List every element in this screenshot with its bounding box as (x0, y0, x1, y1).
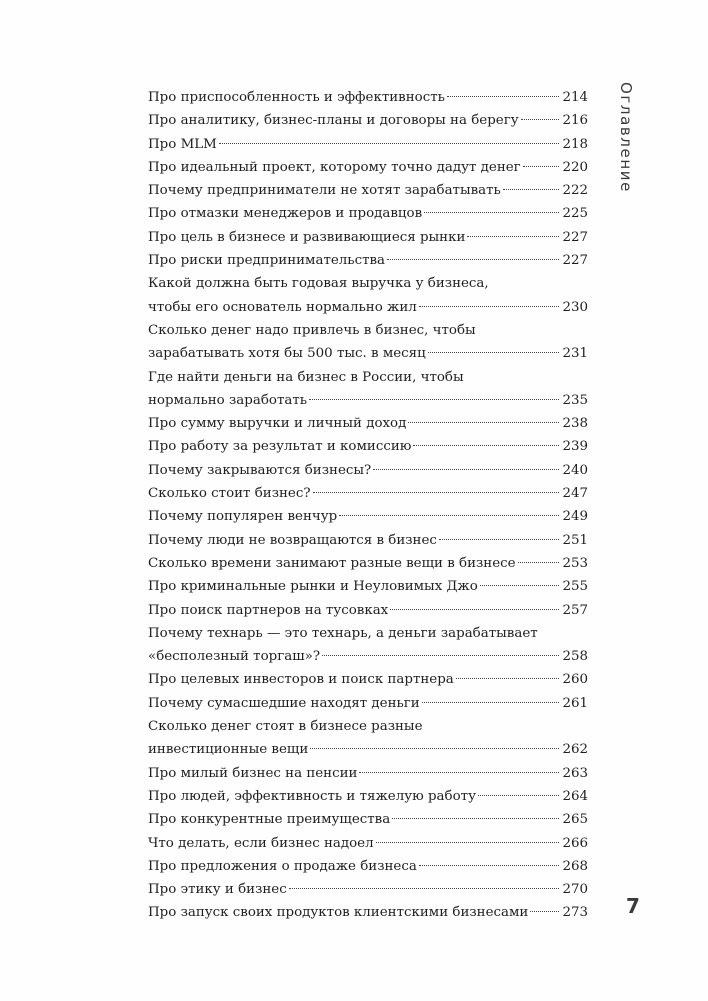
toc-entry-page: 240 (562, 462, 588, 478)
toc-entry (148, 482, 588, 505)
dot-leader (467, 236, 559, 237)
page-number: 7 (626, 894, 640, 918)
toc-entry (148, 226, 588, 249)
toc-entry-title: «бесполезный торгаш»? (148, 649, 321, 665)
toc-entry-line (148, 482, 588, 505)
toc-entry-line (148, 412, 588, 435)
toc-entry-line (148, 179, 588, 202)
toc-entry-page: 247 (562, 486, 588, 502)
dot-leader (419, 306, 560, 307)
toc-entry-page: 231 (562, 346, 588, 362)
toc-entry-page: 214 (562, 90, 588, 105)
toc-entry-page: 265 (562, 812, 588, 828)
toc-entry-page: 218 (562, 136, 588, 152)
toc-entry-line (148, 715, 588, 738)
toc-entry-line (148, 202, 588, 225)
toc-entry-title: Сколько времени занимают разные вещи в бизнесе (148, 555, 516, 571)
toc-entry (148, 86, 588, 109)
toc-entry-title: Про приспособленность и эффективность (148, 90, 445, 105)
toc-entry (148, 668, 588, 691)
toc-entry-title: Сколько денег стоят в бизнесе разные (148, 719, 423, 735)
toc-entry (148, 901, 588, 924)
toc-entry (148, 109, 588, 132)
dot-leader (289, 888, 560, 889)
toc-entry-title: Про милый бизнес на пенсии (148, 765, 358, 781)
toc-entry-page: 255 (562, 579, 588, 595)
toc-entry (148, 622, 588, 669)
toc-entry-title: Почему сумасшедшие находят деньги (148, 695, 420, 711)
dot-leader (408, 422, 559, 423)
toc-entry-title: инвестиционные вещи (148, 742, 309, 758)
toc-entry-title: нормально заработать (148, 392, 308, 408)
toc-entry-title: Про криминальные рынки и Неуловимых Джо (148, 579, 478, 595)
toc-entry-title: Про аналитику, бизнес-планы и договоры на берегу (148, 113, 519, 129)
toc-entry-page: 235 (562, 392, 588, 408)
toc-entry-page: 249 (562, 509, 588, 525)
toc-entry-title: Что делать, если бизнес надоел (148, 835, 374, 851)
toc-entry-line (148, 552, 588, 575)
toc-entry-line (148, 901, 588, 924)
toc-entry-page: 273 (562, 905, 588, 921)
toc-entry (148, 808, 588, 831)
toc-entry-title: чтобы его основатель нормально жил (148, 299, 417, 315)
toc-entry-line (148, 389, 588, 412)
toc-entry-line (148, 808, 588, 831)
toc-entry-title: Почему предприниматели не хотят зарабатывать (148, 183, 501, 199)
toc-entry-page: 260 (562, 672, 588, 688)
dot-leader (518, 562, 560, 563)
toc-entry-page: 216 (562, 113, 588, 129)
toc-entry-line (148, 529, 588, 552)
toc-entry-page: 257 (562, 602, 588, 618)
dot-leader (387, 259, 559, 260)
toc-entry (148, 366, 588, 413)
dot-leader (428, 352, 560, 353)
toc-entry-title: Почему технарь — это технарь, а деньги зарабатывает (148, 625, 538, 641)
toc-entry (148, 692, 588, 715)
toc-entry-page: 227 (562, 253, 588, 269)
toc-entry (148, 133, 588, 156)
toc-entry-line (148, 435, 588, 458)
toc-entry-title: Про предложения о продаже бизнеса (148, 858, 417, 874)
toc-entry-title: Где найти деньги на бизнес в России, чтобы (148, 369, 464, 385)
toc-entry-title: Про MLM (148, 136, 217, 152)
dot-leader (376, 842, 560, 843)
toc-entry-page: 251 (562, 532, 588, 548)
toc-entry-line (148, 832, 588, 855)
toc-entry-line (148, 599, 588, 622)
toc-entry-line (148, 342, 588, 365)
toc-entry-line (148, 272, 588, 295)
toc-entry-line (148, 645, 588, 668)
dot-leader (413, 445, 559, 446)
toc-entry-page: 268 (562, 858, 588, 874)
toc-entry-line (148, 762, 588, 785)
toc-entry (148, 762, 588, 785)
dot-leader (447, 96, 560, 97)
toc-entry (148, 855, 588, 878)
toc-entry-title: Про запуск своих продуктов клиентскими бизнесами (148, 905, 529, 921)
toc-entry-title: Про этику и бизнес (148, 882, 287, 898)
toc-entry (148, 272, 588, 319)
toc-entry-line (148, 86, 588, 109)
dot-leader (309, 399, 559, 400)
dot-leader (422, 702, 560, 703)
toc-entry (148, 529, 588, 552)
toc-entry-page: 239 (562, 439, 588, 455)
toc-entry (148, 715, 588, 762)
toc-entry-title: Сколько стоит бизнес? (148, 486, 311, 502)
toc-entry-line (148, 738, 588, 761)
toc-entry-line (148, 249, 588, 272)
dot-leader (310, 748, 559, 749)
table-of-contents (148, 86, 588, 925)
toc-entry-title: Про поиск партнеров на тусовках (148, 602, 389, 618)
dot-leader (359, 772, 559, 773)
toc-entry-page: 238 (562, 416, 588, 432)
dot-leader (339, 515, 559, 516)
dot-leader (419, 865, 560, 866)
toc-entry-line (148, 575, 588, 598)
toc-entry-title: Про риски предпринимательства (148, 253, 386, 269)
toc-entry-title: Про целевых инвесторов и поиск партнера (148, 672, 454, 688)
toc-entry-line (148, 505, 588, 528)
toc-entry-title: Сколько денег надо привлечь в бизнес, чтобы (148, 322, 476, 338)
toc-entry-title: Про людей, эффективность и тяжелую работу (148, 788, 476, 804)
toc-entry-line (148, 692, 588, 715)
dot-leader (523, 166, 560, 167)
dot-leader (530, 911, 559, 912)
toc-entry-line (148, 785, 588, 808)
dot-leader (322, 655, 559, 656)
toc-entry (148, 505, 588, 528)
dot-leader (521, 119, 560, 120)
toc-entry-page: 262 (562, 742, 588, 758)
dot-leader (313, 492, 560, 493)
dot-leader (373, 469, 559, 470)
toc-entry-page: 258 (562, 649, 588, 665)
toc-entry-page: 261 (562, 695, 588, 711)
toc-entry-page: 270 (562, 882, 588, 898)
toc-entry-line (148, 296, 588, 319)
toc-entry (148, 575, 588, 598)
toc-entry-title: Про конкурентные преимущества (148, 812, 391, 828)
toc-entry-title: Про сумму выручки и личный доход (148, 416, 407, 432)
toc-entry-line (148, 668, 588, 691)
toc-entry-line (148, 622, 588, 645)
toc-entry-title: Про цель в бизнесе и развивающиеся рынки (148, 229, 466, 245)
toc-entry-title: Про идеальный проект, которому точно дадут денег (148, 159, 521, 175)
toc-entry-line (148, 366, 588, 389)
toc-entry-title: Почему люди не возвращаются в бизнес (148, 532, 437, 548)
toc-entry-page: 220 (562, 159, 588, 175)
toc-entry-title: Какой должна быть годовая выручка у бизнеса, (148, 276, 489, 292)
toc-entry-page: 230 (562, 299, 588, 315)
toc-entry (148, 878, 588, 901)
toc-entry-page: 264 (562, 788, 588, 804)
toc-entry (148, 435, 588, 458)
toc-entry-line (148, 156, 588, 179)
dot-leader (392, 818, 559, 819)
dot-leader (424, 212, 559, 213)
toc-entry-title: Про работу за результат и комиссию (148, 439, 412, 455)
toc-entry-line (148, 855, 588, 878)
toc-entry (148, 459, 588, 482)
toc-entry (148, 785, 588, 808)
toc-entry-title: зарабатывать хотя бы 500 тыс. в месяц (148, 346, 426, 362)
toc-entry-page: 222 (562, 183, 588, 199)
toc-entry-title: Почему популярен венчур (148, 509, 338, 525)
dot-leader (480, 585, 560, 586)
toc-entry-title: Почему закрываются бизнесы? (148, 462, 372, 478)
dot-leader (439, 539, 560, 540)
toc-entry (148, 202, 588, 225)
toc-entry-line (148, 109, 588, 132)
toc-entry-page: 266 (562, 835, 588, 851)
toc-entry (148, 832, 588, 855)
toc-entry-page: 253 (562, 555, 588, 571)
toc-entry (148, 412, 588, 435)
dot-leader (503, 189, 560, 190)
dot-leader (390, 609, 559, 610)
section-label-text: Оглавление (617, 82, 635, 193)
toc-entry-line (148, 878, 588, 901)
dot-leader (219, 143, 560, 144)
dot-leader (456, 678, 560, 679)
toc-entry-page: 227 (562, 229, 588, 245)
section-label (615, 82, 655, 222)
toc-entry-page: 263 (562, 765, 588, 781)
toc-entry-line (148, 459, 588, 482)
toc-entry (148, 249, 588, 272)
toc-entry (148, 179, 588, 202)
toc-entry-line (148, 226, 588, 249)
toc-entry (148, 552, 588, 575)
toc-entry-page: 225 (562, 206, 588, 222)
toc-entry (148, 156, 588, 179)
toc-entry-title: Про отмазки менеджеров и продавцов (148, 206, 423, 222)
toc-entry (148, 319, 588, 366)
dot-leader (478, 795, 559, 796)
toc-entry-line (148, 133, 588, 156)
toc-entry-line (148, 319, 588, 342)
toc-entry (148, 599, 588, 622)
